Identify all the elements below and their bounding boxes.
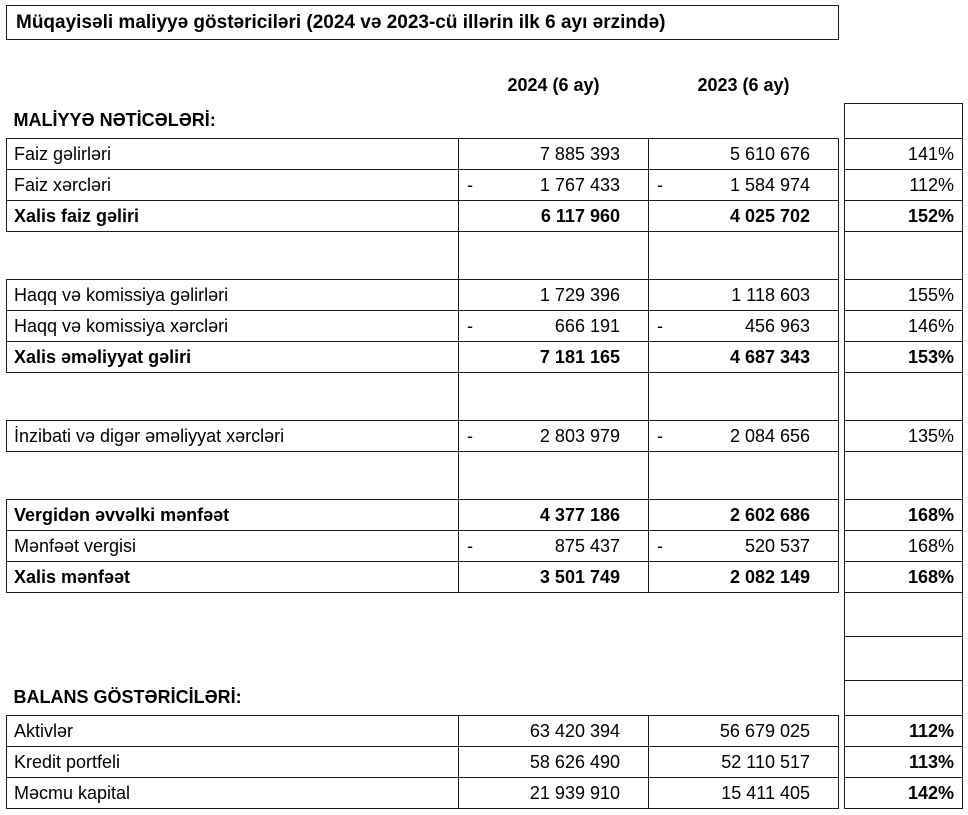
cell-value: 2 803 979 <box>539 425 620 446</box>
gap-row <box>7 637 963 681</box>
column-header-row <box>7 67 963 104</box>
row-label <box>7 452 459 500</box>
cell-value: 15 411 405 <box>721 782 811 803</box>
value-y2024 <box>459 311 649 342</box>
value-percent: 112% <box>845 716 963 747</box>
minus-sign: - <box>467 174 473 195</box>
row-label: Aktivlər <box>7 716 459 747</box>
cell-value: 1 729 396 <box>539 284 620 305</box>
value-y2023 <box>649 201 839 232</box>
row-label <box>7 373 459 421</box>
value-percent: 168% <box>845 500 963 531</box>
cell-value: 1 584 974 <box>729 174 811 195</box>
value-percent: 153% <box>845 342 963 373</box>
row-label: Faiz gəlirləri <box>7 139 459 170</box>
cell-value: 2 084 656 <box>729 425 811 446</box>
cell-value: 58 626 490 <box>529 751 620 772</box>
value-y2024 <box>459 747 649 778</box>
value-percent: 155% <box>845 280 963 311</box>
value-percent: 146% <box>845 311 963 342</box>
blank-row <box>7 40 963 68</box>
table-row <box>7 311 963 342</box>
table-row <box>7 778 963 809</box>
value-y2024 <box>459 681 649 716</box>
gap-row <box>7 593 963 637</box>
value-percent: 168% <box>845 562 963 593</box>
table-row <box>7 201 963 232</box>
section-header: BALANS GÖSTƏRİCİLƏRİ: <box>13 687 242 708</box>
cell-value: 520 537 <box>744 535 811 556</box>
row-label: Xalis əməliyyat gəliri <box>7 342 459 373</box>
minus-sign: - <box>657 535 663 556</box>
cell-value: 1 767 433 <box>539 174 620 195</box>
value-y2024 <box>459 139 649 170</box>
value-percent <box>845 373 963 421</box>
cell-value: 7 181 165 <box>539 346 620 367</box>
cell-value: 7 885 393 <box>539 143 620 164</box>
section-row <box>7 681 963 716</box>
row-label <box>7 232 459 280</box>
spacer-row <box>7 373 963 421</box>
row-label: Vergidən əvvəlki mənfəət <box>7 500 459 531</box>
cell-value: 875 437 <box>554 535 620 556</box>
cell-value: 4 025 702 <box>729 205 811 226</box>
value-y2023 <box>649 104 839 139</box>
row-label: Haqq və komissiya gəlirləri <box>7 280 459 311</box>
value-y2023 <box>649 637 839 681</box>
value-y2024 <box>459 232 649 280</box>
value-y2024 <box>459 500 649 531</box>
minus-sign: - <box>657 315 663 336</box>
value-y2023 <box>649 716 839 747</box>
value-percent <box>845 452 963 500</box>
value-y2024 <box>459 562 649 593</box>
cell-value: 2 082 149 <box>729 566 811 587</box>
value-y2023 <box>649 452 839 500</box>
row-label: Kredit portfeli <box>7 747 459 778</box>
value-percent: 168% <box>845 531 963 562</box>
row-label: İnzibati və digər əməliyyat xərcləri <box>7 421 459 452</box>
cell-value: 2 602 686 <box>729 504 811 525</box>
table-row <box>7 421 963 452</box>
column-header-2024: 2024 (6 ay) <box>507 74 600 95</box>
page-title: Müqayisəli maliyyə göstəriciləri (2024 və 2023-cü illərin ilk 6 ayı ərzində) <box>7 6 839 40</box>
value-percent: 135% <box>845 421 963 452</box>
table-row <box>7 342 963 373</box>
row-label: Haqq və komissiya xərcləri <box>7 311 459 342</box>
section-header: MALİYYƏ NƏTİCƏLƏRİ: <box>13 110 216 131</box>
value-y2024 <box>459 170 649 201</box>
cell-value: 3 501 749 <box>539 566 620 587</box>
row-label: Məcmu kapital <box>7 778 459 809</box>
value-y2024 <box>459 637 649 681</box>
value-y2023 <box>649 681 839 716</box>
value-y2023 <box>649 421 839 452</box>
value-y2024 <box>459 716 649 747</box>
minus-sign: - <box>467 535 473 556</box>
row-label: Xalis faiz gəliri <box>7 201 459 232</box>
row-label <box>7 637 459 681</box>
cell-value: 52 110 517 <box>721 751 811 772</box>
blank-cell <box>7 40 963 68</box>
value-percent <box>845 232 963 280</box>
table-row <box>7 747 963 778</box>
cell-value: 1 118 603 <box>731 284 811 305</box>
header-blank-pct <box>845 67 963 104</box>
minus-sign: - <box>467 315 473 336</box>
table-body <box>7 104 963 809</box>
spacer-row <box>7 232 963 280</box>
value-y2023 <box>649 170 839 201</box>
minus-sign: - <box>657 425 663 446</box>
title-right-blank <box>845 6 963 40</box>
cell-value: 4 377 186 <box>539 504 620 525</box>
value-percent: 152% <box>845 201 963 232</box>
value-percent: 141% <box>845 139 963 170</box>
table-row <box>7 139 963 170</box>
row-label: Xalis mənfəət <box>7 562 459 593</box>
cell-value: 5 610 676 <box>729 143 811 164</box>
spacer-row <box>7 452 963 500</box>
value-y2024 <box>459 342 649 373</box>
cell-value: 6 117 960 <box>540 205 620 226</box>
value-y2023 <box>649 531 839 562</box>
value-y2024 <box>459 104 649 139</box>
value-percent: 113% <box>845 747 963 778</box>
value-y2023 <box>649 342 839 373</box>
cell-value: 456 963 <box>744 315 811 336</box>
value-y2024 <box>459 421 649 452</box>
section-row <box>7 104 963 139</box>
value-y2023 <box>649 747 839 778</box>
value-percent <box>845 681 963 716</box>
value-percent <box>845 637 963 681</box>
value-y2023 <box>649 280 839 311</box>
value-y2023 <box>649 373 839 421</box>
value-percent: 112% <box>845 170 963 201</box>
value-percent: 142% <box>845 778 963 809</box>
value-y2023 <box>649 593 839 637</box>
cell-value: 56 679 025 <box>719 720 811 741</box>
value-y2024 <box>459 593 649 637</box>
cell-value: 666 191 <box>554 315 620 336</box>
table-row <box>7 716 963 747</box>
minus-sign: - <box>467 425 473 446</box>
cell-value: 21 939 910 <box>529 782 620 803</box>
table-row <box>7 500 963 531</box>
value-y2023 <box>649 562 839 593</box>
table-row <box>7 280 963 311</box>
row-label <box>7 593 459 637</box>
table-row <box>7 562 963 593</box>
value-y2023 <box>649 500 839 531</box>
value-y2024 <box>459 201 649 232</box>
value-percent <box>845 593 963 637</box>
value-y2023 <box>649 232 839 280</box>
value-y2023 <box>649 778 839 809</box>
value-y2024 <box>459 373 649 421</box>
value-y2024 <box>459 531 649 562</box>
table-row <box>7 170 963 201</box>
value-y2024 <box>459 280 649 311</box>
value-y2024 <box>459 452 649 500</box>
title-row <box>7 6 963 40</box>
column-header-2023: 2023 (6 ay) <box>697 74 790 95</box>
value-y2024 <box>459 778 649 809</box>
cell-value: 4 687 343 <box>729 346 811 367</box>
value-y2023 <box>649 139 839 170</box>
row-label: Faiz xərcləri <box>7 170 459 201</box>
row-label: Mənfəət vergisi <box>7 531 459 562</box>
cell-value: 63 420 394 <box>529 720 620 741</box>
value-y2023 <box>649 311 839 342</box>
financial-table <box>6 5 963 809</box>
minus-sign: - <box>657 174 663 195</box>
value-percent <box>845 104 963 139</box>
header-blank <box>7 67 459 104</box>
table-row <box>7 531 963 562</box>
